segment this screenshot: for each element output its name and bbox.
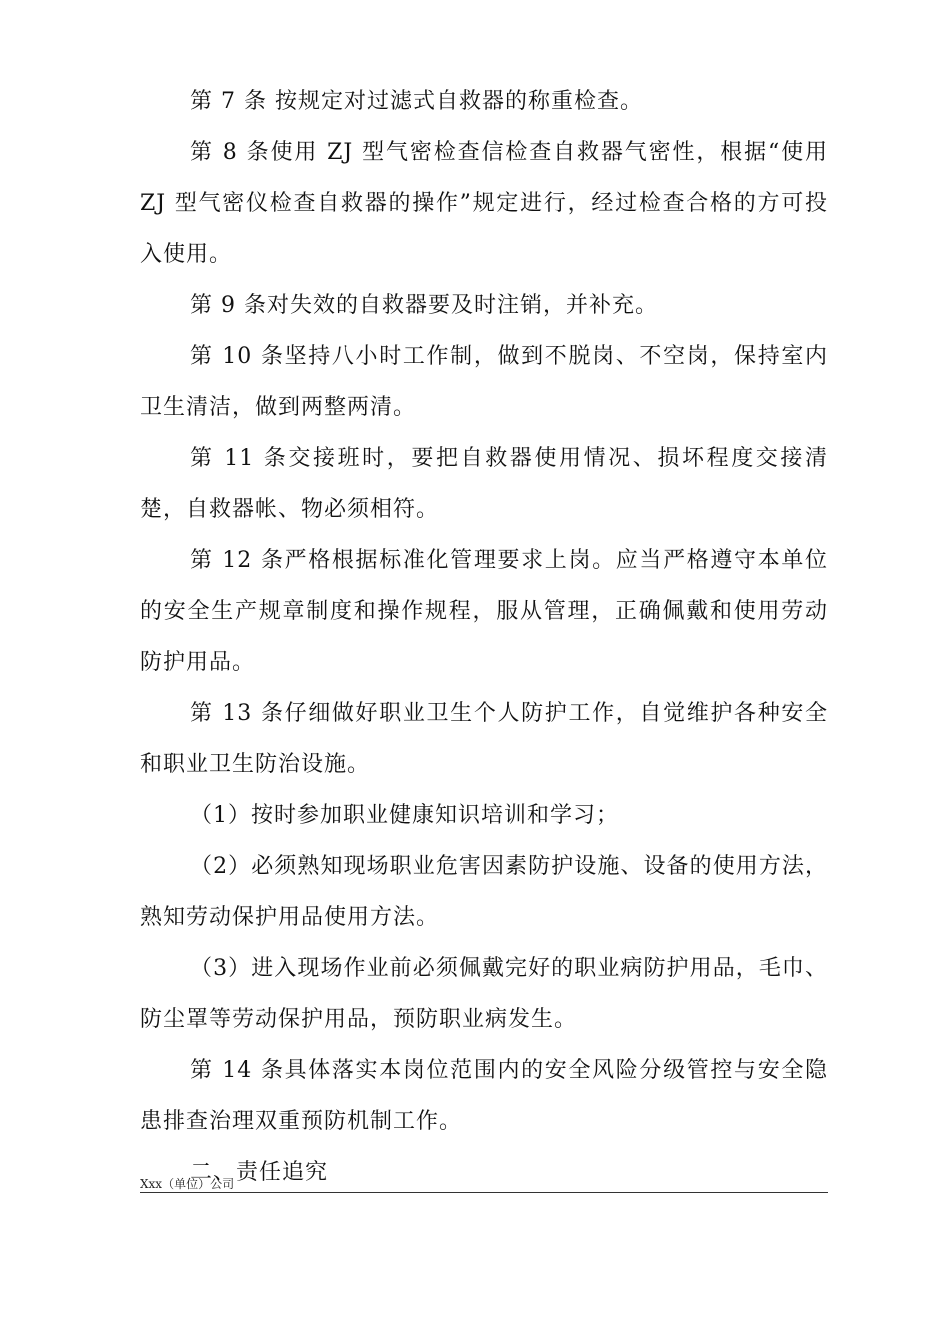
paragraph-article-11: 第 11 条交接班时，要把自救器使用情况、损坏程度交接清楚，自救器帐、物必须相符。 (140, 446, 828, 522)
page-footer (140, 1176, 828, 1193)
paragraph-article-10: 第 10 条坚持八小时工作制，做到不脱岗、不空岗，保持室内卫生清洁，做到两整两清。 (140, 344, 828, 420)
document-body (140, 76, 828, 1198)
paragraph-article-8: 第 8 条使用 ZJ 型气密检查信检查自救器气密性，根据“使用 ZJ 型气密仪检查自救器的操作”规定进行，经过检查合格的方可投入使用。 (140, 140, 828, 267)
paragraph-article-14: 第 14 条具体落实本岗位范围内的安全风险分级管控与安全隐患排查治理双重预防机制工作。 (140, 1058, 828, 1134)
paragraph-article-9: 第 9 条对失效的自救器要及时注销，并补充。 (190, 293, 658, 318)
list-item-3: （3）进入现场作业前必须佩戴完好的职业病防护用品，毛巾、防尘罩等劳动保护用品，预防职业病发生。 (140, 956, 828, 1032)
paragraph-article-13: 第 13 条仔细做好职业卫生个人防护工作，自觉维护各种安全和职业卫生防治设施。 (140, 701, 828, 777)
paragraph-article-12: 第 12 条严格根据标准化管理要求上岗。应当严格遵守本单位的安全生产规章制度和操作规程，服从管理，正确佩戴和使用劳动防护用品。 (140, 548, 828, 675)
footer-company: Xxx（单位）公司 (140, 1177, 235, 1191)
list-item-2: （2）必须熟知现场职业危害因素防护设施、设备的使用方法，熟知劳动保护用品使用方法。 (140, 854, 828, 930)
list-item-1: （1）按时参加职业健康知识培训和学习； (190, 803, 619, 828)
section-heading: 二、责任追究 (190, 1160, 329, 1185)
paragraph-article-7: 第 7 条 按规定对过滤式自救器的称重检查。 (190, 89, 643, 114)
